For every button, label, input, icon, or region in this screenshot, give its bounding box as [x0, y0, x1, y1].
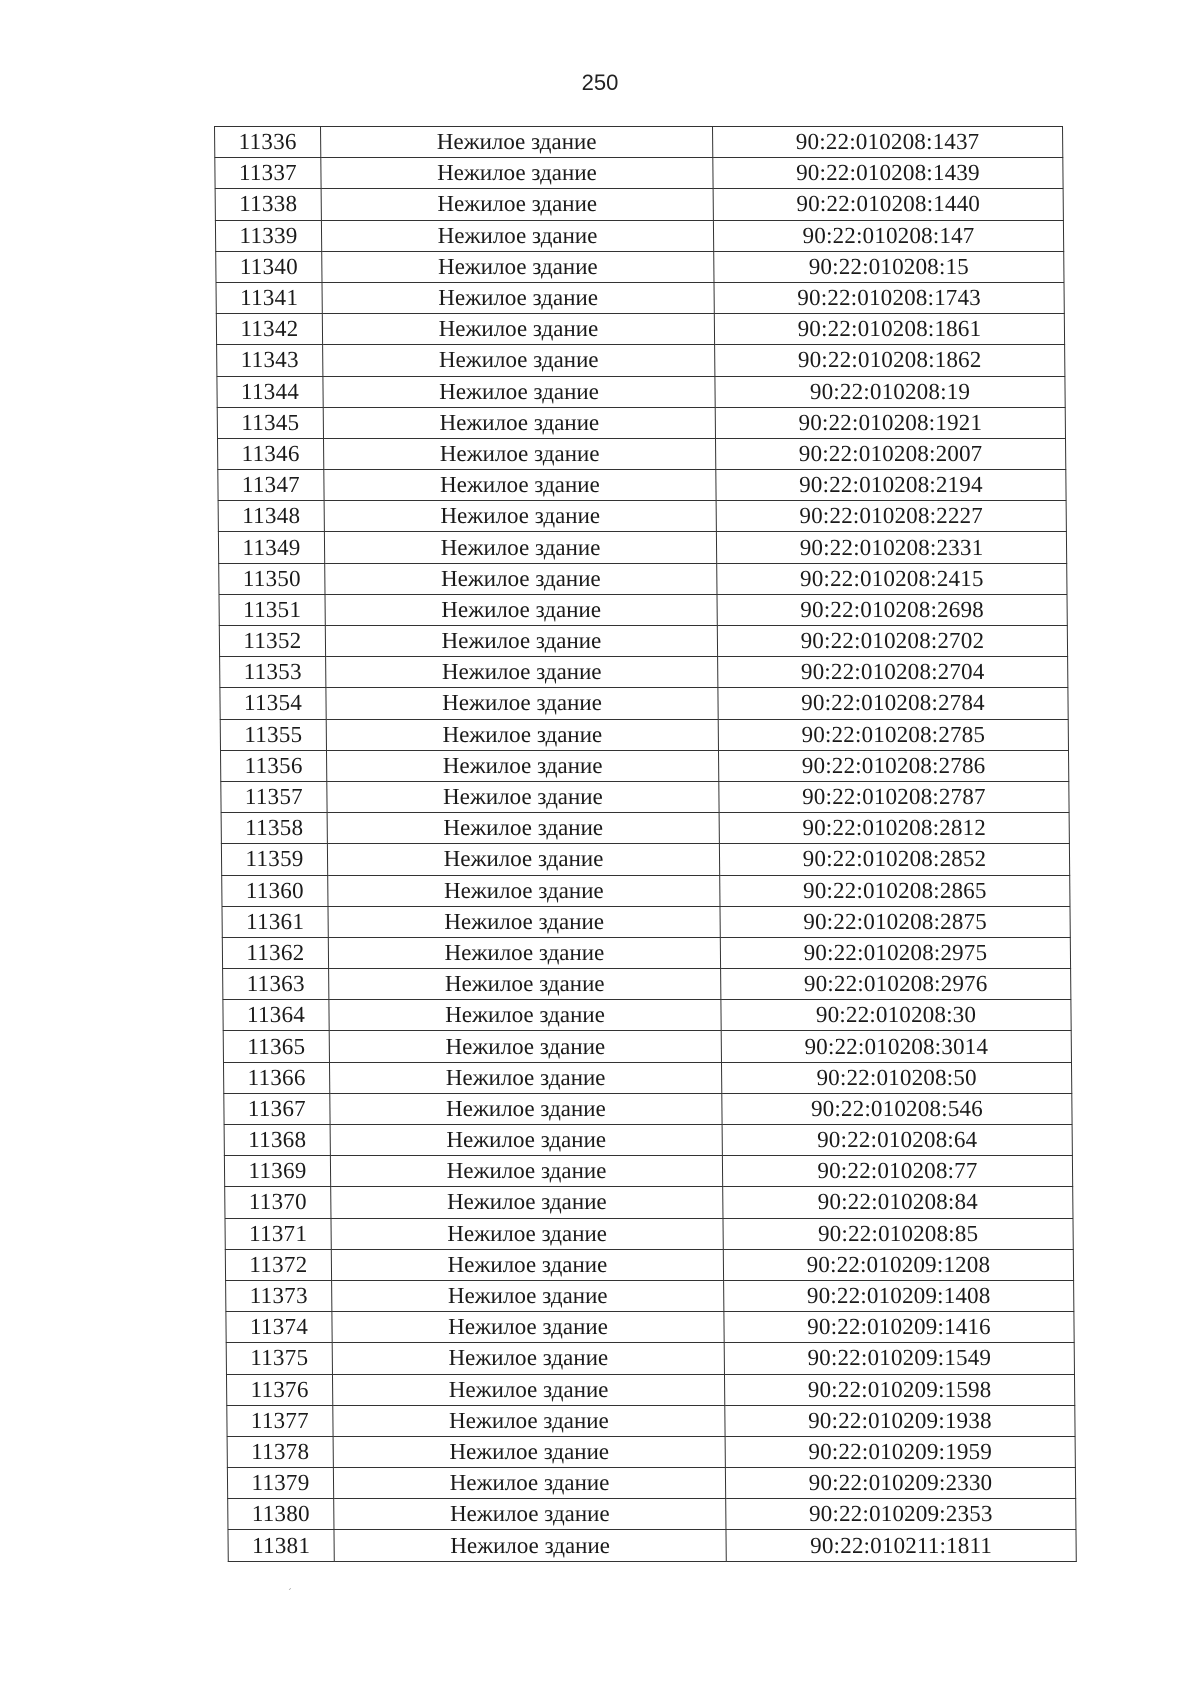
row-number-cell: 11358 — [221, 813, 327, 844]
table-row — [220, 657, 1068, 688]
row-number-cell: 11371 — [225, 1218, 331, 1249]
object-type-cell: Нежилое здание — [326, 750, 718, 781]
object-type-cell: Нежилое здание — [332, 1374, 724, 1405]
row-number-cell: 11339 — [215, 220, 321, 251]
table-row — [224, 1093, 1072, 1124]
page-number: 250 — [581, 70, 619, 95]
object-type-cell: Нежилое здание — [331, 1187, 723, 1218]
row-number-cell: 11369 — [224, 1156, 330, 1187]
object-type-cell: Нежилое здание — [325, 626, 717, 657]
row-number-cell: 11338 — [215, 189, 321, 220]
table-row — [216, 282, 1064, 313]
row-number-cell: 11341 — [216, 282, 322, 313]
cadastral-number-cell: 90:22:010208:2812 — [719, 813, 1069, 844]
row-number-cell: 11336 — [215, 127, 321, 158]
table-row — [217, 438, 1065, 469]
object-type-cell: Нежилое здание — [323, 438, 715, 469]
cadastral-number-cell: 90:22:010208:64 — [722, 1125, 1072, 1156]
cadastral-number-cell: 90:22:010208:77 — [722, 1156, 1072, 1187]
row-number-cell: 11355 — [220, 719, 326, 750]
cadastral-number-cell: 90:22:010208:2787 — [719, 781, 1069, 812]
table-row — [225, 1249, 1073, 1280]
table-row — [228, 1530, 1076, 1561]
row-number-cell: 11363 — [223, 969, 329, 1000]
scan-speck: ´ — [287, 1588, 292, 1599]
object-type-cell: Нежилое здание — [322, 314, 714, 345]
table-row — [223, 1031, 1071, 1062]
cadastral-number-cell: 90:22:010208:2227 — [716, 501, 1066, 532]
cadastral-number-cell: 90:22:010209:1959 — [725, 1436, 1075, 1467]
row-number-cell: 11350 — [219, 563, 325, 594]
table-row — [226, 1343, 1074, 1374]
row-number-cell: 11340 — [216, 251, 322, 282]
cadastral-number-cell: 90:22:010208:2194 — [716, 470, 1066, 501]
cadastral-number-cell: 90:22:010209:1208 — [723, 1249, 1073, 1280]
row-number-cell: 11375 — [226, 1343, 332, 1374]
table-row — [216, 251, 1064, 282]
object-type-cell: Нежилое здание — [327, 813, 719, 844]
object-type-cell: Нежилое здание — [329, 1062, 721, 1093]
object-type-cell: Нежилое здание — [327, 844, 719, 875]
table-row — [219, 563, 1067, 594]
table-row — [221, 813, 1069, 844]
object-type-cell: Нежилое здание — [328, 906, 720, 937]
document-table-wrapper — [214, 126, 1076, 1562]
row-number-cell: 11343 — [217, 345, 323, 376]
cadastral-number-cell: 90:22:010208:2331 — [716, 532, 1066, 563]
cadastral-number-cell: 90:22:010208:2785 — [718, 719, 1068, 750]
cadastral-number-cell: 90:22:010208:2698 — [717, 594, 1067, 625]
cadastral-number-cell: 90:22:010208:2702 — [717, 626, 1067, 657]
row-number-cell: 11349 — [218, 532, 324, 563]
cadastral-number-cell: 90:22:010209:1938 — [725, 1405, 1075, 1436]
table-row — [215, 127, 1063, 158]
table-row — [215, 189, 1063, 220]
object-type-cell: Нежилое здание — [330, 1125, 722, 1156]
cadastral-table — [214, 126, 1077, 1562]
object-type-cell: Нежилое здание — [329, 969, 721, 1000]
object-type-cell: Нежилое здание — [324, 470, 716, 501]
cadastral-number-cell: 90:22:010208:2415 — [717, 563, 1067, 594]
cadastral-number-cell: 90:22:010208:30 — [721, 1000, 1071, 1031]
row-number-cell: 11357 — [221, 781, 327, 812]
object-type-cell: Нежилое здание — [330, 1093, 722, 1124]
row-number-cell: 11348 — [218, 501, 324, 532]
cadastral-number-cell: 90:22:010208:147 — [713, 220, 1063, 251]
table-row — [227, 1405, 1075, 1436]
object-type-cell: Нежилое здание — [329, 1000, 721, 1031]
cadastral-number-cell: 90:22:010208:1862 — [715, 345, 1065, 376]
table-row — [223, 969, 1071, 1000]
table-row — [216, 314, 1064, 345]
table-row — [217, 345, 1065, 376]
row-number-cell: 11366 — [223, 1062, 329, 1093]
table-row — [219, 594, 1067, 625]
cadastral-number-cell: 90:22:010208:50 — [721, 1062, 1071, 1093]
row-number-cell: 11370 — [225, 1187, 331, 1218]
cadastral-number-cell: 90:22:010209:1598 — [724, 1374, 1074, 1405]
row-number-cell: 11365 — [223, 1031, 329, 1062]
row-number-cell: 11347 — [218, 470, 324, 501]
row-number-cell: 11359 — [221, 844, 327, 875]
cadastral-number-cell: 90:22:010209:2330 — [725, 1468, 1075, 1499]
object-type-cell: Нежилое здание — [329, 1031, 721, 1062]
row-number-cell: 11345 — [217, 407, 323, 438]
object-type-cell: Нежилое здание — [327, 781, 719, 812]
object-type-cell: Нежилое здание — [321, 220, 713, 251]
object-type-cell: Нежилое здание — [326, 719, 718, 750]
table-row — [227, 1436, 1075, 1467]
cadastral-number-cell: 90:22:010208:1439 — [713, 158, 1063, 189]
row-number-cell: 11374 — [226, 1312, 332, 1343]
object-type-cell: Нежилое здание — [332, 1312, 724, 1343]
cadastral-number-cell: 90:22:010208:1921 — [715, 407, 1065, 438]
cadastral-number-cell: 90:22:010208:546 — [722, 1093, 1072, 1124]
object-type-cell: Нежилое здание — [325, 594, 717, 625]
object-type-cell: Нежилое здание — [328, 937, 720, 968]
object-type-cell: Нежилое здание — [325, 563, 717, 594]
object-type-cell: Нежилое здание — [330, 1156, 722, 1187]
row-number-cell: 11379 — [227, 1468, 333, 1499]
table-row — [217, 376, 1065, 407]
row-number-cell: 11344 — [217, 376, 323, 407]
cadastral-number-cell: 90:22:010209:1549 — [724, 1343, 1074, 1374]
row-number-cell: 11376 — [226, 1374, 332, 1405]
table-row — [215, 158, 1063, 189]
table-body — [215, 127, 1077, 1562]
cadastral-number-cell: 90:22:010208:3014 — [721, 1031, 1071, 1062]
row-number-cell: 11360 — [222, 875, 328, 906]
table-row — [225, 1187, 1073, 1218]
cadastral-number-cell: 90:22:010208:1437 — [713, 127, 1063, 158]
object-type-cell: Нежилое здание — [331, 1249, 723, 1280]
cadastral-number-cell: 90:22:010209:1408 — [724, 1280, 1074, 1311]
cadastral-number-cell: 90:22:010208:2976 — [721, 969, 1071, 1000]
row-number-cell: 11380 — [228, 1499, 334, 1530]
object-type-cell: Нежилое здание — [321, 127, 713, 158]
row-number-cell: 11372 — [225, 1249, 331, 1280]
table-row — [225, 1218, 1073, 1249]
object-type-cell: Нежилое здание — [328, 875, 720, 906]
table-row — [222, 875, 1070, 906]
object-type-cell: Нежилое здание — [323, 376, 715, 407]
object-type-cell: Нежилое здание — [323, 345, 715, 376]
table-row — [220, 688, 1068, 719]
row-number-cell: 11377 — [227, 1405, 333, 1436]
object-type-cell: Нежилое здание — [326, 657, 718, 688]
object-type-cell: Нежилое здание — [323, 407, 715, 438]
table-row — [227, 1468, 1075, 1499]
row-number-cell: 11364 — [223, 1000, 329, 1031]
table-row — [217, 407, 1065, 438]
cadastral-number-cell: 90:22:010209:2353 — [726, 1499, 1076, 1530]
cadastral-number-cell: 90:22:010208:1861 — [714, 314, 1064, 345]
row-number-cell: 11342 — [216, 314, 322, 345]
cadastral-number-cell: 90:22:010208:2875 — [720, 906, 1070, 937]
table-row — [218, 501, 1066, 532]
cadastral-number-cell: 90:22:010209:1416 — [724, 1312, 1074, 1343]
cadastral-number-cell: 90:22:010208:1743 — [714, 282, 1064, 313]
table-row — [224, 1156, 1072, 1187]
cadastral-number-cell: 90:22:010208:2704 — [718, 657, 1068, 688]
object-type-cell: Нежилое здание — [332, 1280, 724, 1311]
table-row — [218, 470, 1066, 501]
cadastral-number-cell: 90:22:010208:2852 — [719, 844, 1069, 875]
object-type-cell: Нежилое здание — [321, 189, 713, 220]
table-row — [219, 626, 1067, 657]
cadastral-number-cell: 90:22:010208:1440 — [713, 189, 1063, 220]
table-row — [228, 1499, 1076, 1530]
row-number-cell: 11381 — [228, 1530, 334, 1561]
row-number-cell: 11362 — [222, 937, 328, 968]
table-row — [226, 1312, 1074, 1343]
cadastral-number-cell: 90:22:010211:1811 — [726, 1530, 1076, 1561]
object-type-cell: Нежилое здание — [334, 1530, 726, 1561]
object-type-cell: Нежилое здание — [332, 1343, 724, 1374]
cadastral-number-cell: 90:22:010208:15 — [714, 251, 1064, 282]
object-type-cell: Нежилое здание — [333, 1405, 725, 1436]
object-type-cell: Нежилое здание — [333, 1436, 725, 1467]
row-number-cell: 11351 — [219, 594, 325, 625]
row-number-cell: 11367 — [224, 1093, 330, 1124]
object-type-cell: Нежилое здание — [324, 532, 716, 563]
row-number-cell: 11361 — [222, 906, 328, 937]
row-number-cell: 11354 — [220, 688, 326, 719]
object-type-cell: Нежилое здание — [324, 501, 716, 532]
row-number-cell: 11368 — [224, 1125, 330, 1156]
cadastral-number-cell: 90:22:010208:19 — [715, 376, 1065, 407]
table-row — [223, 1000, 1071, 1031]
table-row — [222, 937, 1070, 968]
table-row — [218, 532, 1066, 563]
table-row — [226, 1280, 1074, 1311]
object-type-cell: Нежилое здание — [322, 251, 714, 282]
cadastral-number-cell: 90:22:010208:2865 — [720, 875, 1070, 906]
row-number-cell: 11373 — [226, 1280, 332, 1311]
table-row — [221, 781, 1069, 812]
table-row — [221, 844, 1069, 875]
row-number-cell: 11352 — [219, 626, 325, 657]
table-row — [223, 1062, 1071, 1093]
object-type-cell: Нежилое здание — [322, 282, 714, 313]
object-type-cell: Нежилое здание — [321, 158, 713, 189]
object-type-cell: Нежилое здание — [334, 1499, 726, 1530]
table-row — [220, 719, 1068, 750]
table-row — [222, 906, 1070, 937]
row-number-cell: 11356 — [220, 750, 326, 781]
cadastral-number-cell: 90:22:010208:2975 — [720, 937, 1070, 968]
object-type-cell: Нежилое здание — [333, 1468, 725, 1499]
cadastral-number-cell: 90:22:010208:2784 — [718, 688, 1068, 719]
row-number-cell: 11353 — [220, 657, 326, 688]
cadastral-number-cell: 90:22:010208:85 — [723, 1218, 1073, 1249]
cadastral-number-cell: 90:22:010208:2007 — [715, 438, 1065, 469]
table-row — [226, 1374, 1074, 1405]
object-type-cell: Нежилое здание — [326, 688, 718, 719]
cadastral-number-cell: 90:22:010208:84 — [723, 1187, 1073, 1218]
table-row — [224, 1125, 1072, 1156]
cadastral-number-cell: 90:22:010208:2786 — [718, 750, 1068, 781]
row-number-cell: 11337 — [215, 158, 321, 189]
table-row — [220, 750, 1068, 781]
row-number-cell: 11346 — [217, 438, 323, 469]
row-number-cell: 11378 — [227, 1436, 333, 1467]
table-row — [215, 220, 1063, 251]
object-type-cell: Нежилое здание — [331, 1218, 723, 1249]
